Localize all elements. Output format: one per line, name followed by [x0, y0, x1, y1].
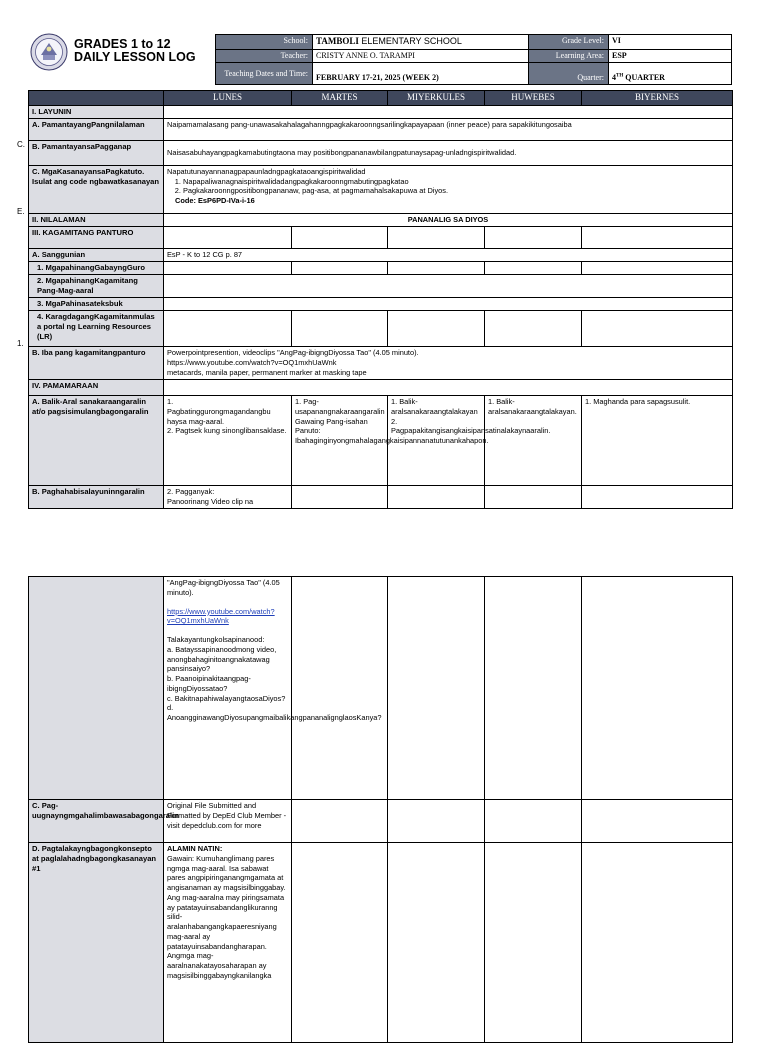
lesson-log-table: [28, 90, 733, 509]
side-marker-c: C.: [17, 140, 25, 149]
nilalaman-label: II. NILALAMAN: [29, 213, 164, 226]
day-biyernes: BIYERNES: [582, 91, 733, 106]
paghahabi-lunes: 2. Pagganyak: Panoorinang Video clip na: [164, 485, 292, 508]
paghahabi-label: B. Paghahabisalayuninngaralin: [29, 485, 164, 508]
day-miyerkules: MIYERKULES: [388, 91, 485, 106]
pamantayan-sa-pagganap-label: B. PamantayansaPagganap: [29, 140, 164, 165]
balik-aral-lunes: 1. Pagbatinggurongmagandangbu haysa mag-aaral. 2. Pagtsek kung sinonglibansaklase.: [164, 395, 292, 485]
quarter-label: Quarter:: [529, 63, 609, 85]
iba-pang-kagamitan-label: B. Iba pang kagamitangpanturo: [29, 346, 164, 379]
iba-line-2: https://www.youtube.com/watch?v=OQ1mxhUaWnk: [167, 357, 337, 367]
school-value: TAMBOLI ELEMENTARY SCHOOL: [313, 35, 529, 50]
karagdagang-kagamitan-label: 4. KaragdagangKagamitanmulas a portal ng Learning Resources (LR): [29, 310, 164, 346]
title-line-2: DAILY LESSON LOG: [74, 50, 196, 64]
alamin-natin-heading: ALAMIN NATIN:: [167, 844, 223, 853]
side-marker-e: E.: [17, 207, 25, 216]
day-lunes: LUNES: [164, 91, 292, 106]
side-marker-1: 1.: [17, 339, 24, 348]
video-title: "AngPag-ibigngDiyossa Tao" (4.05 minuto).: [167, 578, 280, 597]
kasanayan-label: C. MgaKasanayansaPagkatuto. Isulat ang code ngbawatkasanayan: [29, 165, 164, 213]
deped-seal: [30, 33, 68, 71]
kagamitang-panturo-heading: III. KAGAMITANG PANTURO: [29, 226, 164, 248]
learning-area-label: Learning Area:: [529, 49, 609, 63]
youtube-link[interactable]: https://www.youtube.com/watch?v=OQ1mxhUaWnk: [167, 606, 275, 626]
seal-icon: [30, 33, 68, 71]
gabay-ng-guro-label: 1. MgapahinangGabayngGuro: [29, 261, 164, 274]
kasanayan-code: Code: EsP6PD-IVa-i-16: [175, 196, 255, 206]
alamin-natin-body: Gawain: Kumuhanglimang pares ngmga mag-aaral. Isa sabawat pares angpipiringanangmgamata at angisanaman ay magsisilbinggabay. Ang mag-aaralna may piringsamata ay patatayuinsabandanglikuranng silid-aralanhabangangkapaeresniyang mag-aaral ay patatayuinsabandangharapan. Angmga mag-aaralnanakatayosaharapan ay magsisilbinggabayngkanilangka: [167, 853, 286, 980]
pamantayan-sa-pagganap-value: Naisasabuhayangpagkamabutingtaona may positibongpananawbilangpatunaysapag-unladngispiritwalidad.: [164, 140, 733, 165]
header-info-table: [215, 34, 732, 85]
pagtalakay-label: D. Pagtalakayngbagongkonsepto at paglalahadngbagongkasanayan #1: [29, 843, 164, 1043]
day-martes: MARTES: [292, 91, 388, 106]
pamamaraan-heading: IV. PAMAMARAAN: [29, 379, 164, 395]
layunin-heading: I. LAYUNIN: [29, 105, 164, 118]
iba-line-1: Powerpointpresention, videoclips "AngPag-ibigngDiyossa Tao" (4.05 minuto).: [167, 347, 419, 357]
dates-label: Teaching Dates and Time:: [216, 63, 313, 85]
teacher-value: CRISTY ANNE O. TARAMPI: [313, 49, 529, 63]
kasanayan-value: [164, 165, 733, 213]
school-label: School:: [216, 35, 313, 50]
pag-uugnay-value: Original File Submitted and Formatted by DepEd Club Member - visit depedclub.com for more: [164, 800, 292, 843]
kasanayan-item-1: 1. Napapaliwanagnaispiritwalidadangpagkakaroonngmabutingpagkatao: [183, 177, 729, 187]
balik-aral-biyernes: 1. Maghanda para sapagsusulit.: [582, 395, 733, 485]
grade-level-label: Grade Level:: [529, 35, 609, 50]
balik-aral-miyerkules: 1. Balik-aralsanakaraangtalakayan 2. Pagpapakitangisangkaisipansatinalakaynaaralin.: [388, 395, 485, 485]
kasanayan-item-2: 2. Pagkakaroonngpositibongpananaw, pag-asa, at pagmamahalsakapuwa at Diyos.: [183, 186, 729, 196]
pamantayang-pangnilalaman-label: A. PamantayangPangnilalaman: [29, 118, 164, 140]
learning-area-value: ESP: [609, 49, 732, 63]
pag-uugnay-label: C. Pag-uugnayngmgahalimbawasabagongaralin: [29, 800, 164, 843]
dates-value: FEBRUARY 17-21, 2025 (WEEK 2): [313, 63, 529, 85]
balik-aral-huwebes: 1. Balik-aralsanakaraangtalakayan.: [485, 395, 582, 485]
day-huwebes: HUWEBES: [485, 91, 582, 106]
teacher-label: Teacher:: [216, 49, 313, 63]
kasanayan-intro: Napatutunayannanagpapaunladngpagkataoangispiritwalidad: [167, 166, 366, 176]
nilalaman-value: PANANALIG SA DIYOS: [164, 213, 733, 226]
balik-aral-label: A. Balik-Aral sanakaraangaralin at/o pagsisimulangbagongaralin: [29, 395, 164, 485]
pagtalakay-value: [164, 843, 292, 1043]
kagamitang-mag-aaral-label: 2. MgapahinangKagamitang Pang-Mag-aaral: [29, 274, 164, 297]
iba-line-3: metacards, manila paper, permanent marker at masking tape: [167, 367, 367, 377]
talakayan-questions: Talakayantungkolsapinanood: a. Batayssapinanoodmong video, anongbahaginitoangnakatawag pansinsaiyo? b. Paanoipinakitaangpag-ibigngDiyossatao? c. BakitnapahiwalayangtaosaDiyos? d. AnoangginawangDiyosupangmaibalikangpananalignglaosKanya?: [167, 635, 382, 723]
sanggunian-label: A. Sanggunian: [29, 248, 164, 261]
iba-pang-kagamitan-value: [164, 346, 733, 379]
video-discussion-cell: [164, 577, 382, 800]
title-line-1: GRADES 1 to 12: [74, 37, 171, 51]
teksbuk-label: 3. MgaPahinasateksbuk: [29, 297, 164, 310]
balik-aral-martes: 1. Pag-usapanangnakaraangaralin Gawaing Pang-isahan Panuto: Ibahaginginyongmahalagangkaisipannanatutunankahapon.: [292, 395, 388, 485]
pamantayang-pangnilalaman-value: Naipamamalasang pang-unawasakahalagahanngpagkakaroonngsarilingkapayapaan (inner peace) para sapakikitungosaiba: [164, 118, 733, 140]
quarter-value: 4TH QUARTER: [609, 63, 732, 85]
sanggunian-value: EsP - K to 12 CG p. 87: [164, 248, 733, 261]
grade-level-value: VI: [609, 35, 732, 50]
lesson-log-continuation-table: [28, 576, 733, 1043]
